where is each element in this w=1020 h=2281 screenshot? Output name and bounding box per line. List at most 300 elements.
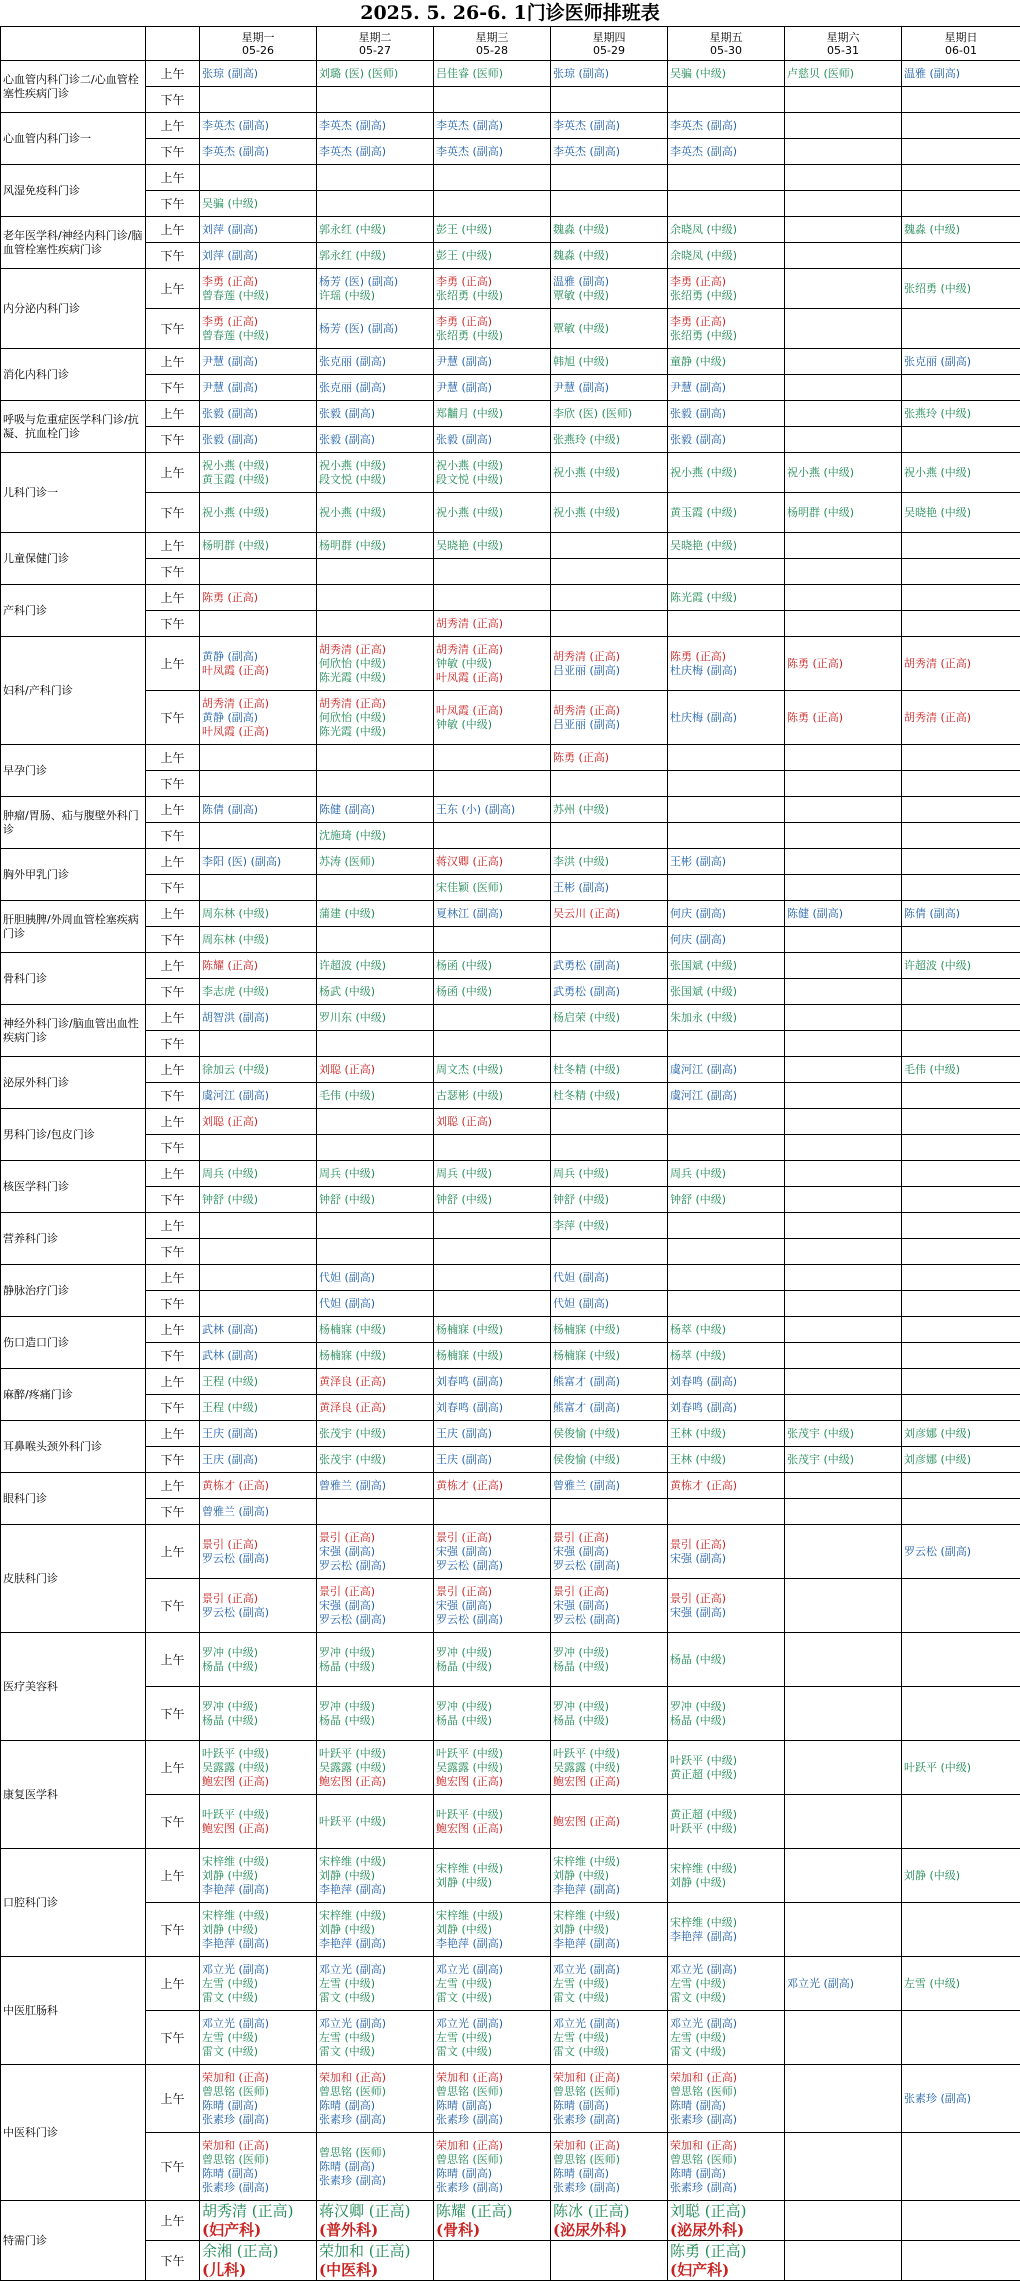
period-label: 下午 xyxy=(146,823,200,849)
period-label: 下午 xyxy=(146,1499,200,1525)
schedule-cell xyxy=(200,2011,317,2065)
schedule-cell xyxy=(668,1903,785,1957)
schedule-cell xyxy=(200,1369,317,1395)
schedule-cell xyxy=(434,453,551,493)
schedule-cell xyxy=(434,1957,551,2011)
doctor-name: 景引 (正高) xyxy=(436,1585,548,1599)
schedule-cell xyxy=(902,1849,1020,1903)
schedule-cell xyxy=(317,1499,434,1525)
doctor-name: 胡秀清 (正高) xyxy=(319,697,431,711)
doctor-name: 黄栋才 (正高) xyxy=(202,1479,314,1493)
schedule-cell xyxy=(317,1579,434,1633)
doctor-name: 余晓凤 (中级) xyxy=(670,223,782,237)
schedule-cell xyxy=(668,2133,785,2201)
department-name: 呼吸与危重症医学科门诊/抗凝、抗血栓门诊 xyxy=(1,401,146,453)
schedule-cell xyxy=(551,165,668,191)
doctor-name: 钟舒 (中级) xyxy=(202,1193,314,1207)
schedule-cell xyxy=(551,1213,668,1239)
doctor-name: 张克丽 (副高) xyxy=(904,355,1018,369)
schedule-cell xyxy=(317,1795,434,1849)
doctor-name: 张素珍 (副高) xyxy=(202,2113,314,2127)
schedule-cell xyxy=(785,1109,902,1135)
schedule-cell xyxy=(434,309,551,349)
schedule-cell xyxy=(668,1473,785,1499)
doctor-name: 武林 (副高) xyxy=(202,1323,314,1337)
schedule-cell xyxy=(434,533,551,559)
period-label: 下午 xyxy=(146,375,200,401)
doctor-name: 王庆 (副高) xyxy=(202,1453,314,1467)
page-title: 2025. 5. 26-6. 1门诊医师排班表 xyxy=(0,0,1020,26)
doctor-name: 罗冲 (中级) xyxy=(670,1700,782,1714)
doctor-name: 左雪 (中级) xyxy=(202,1977,314,1991)
schedule-cell xyxy=(902,309,1020,349)
period-label: 下午 xyxy=(146,427,200,453)
schedule-cell xyxy=(200,559,317,585)
doctor-name: 鲍宏图 (正高) xyxy=(202,1775,314,1789)
doctor-name: 荣加和 (正高) xyxy=(670,2071,782,2085)
schedule-cell xyxy=(902,1187,1020,1213)
schedule-cell xyxy=(317,493,434,533)
schedule-cell xyxy=(200,1135,317,1161)
schedule-cell xyxy=(902,1395,1020,1421)
schedule-cell xyxy=(668,797,785,823)
period-label: 上午 xyxy=(146,165,200,191)
schedule-cell xyxy=(902,87,1020,113)
doctor-name: 罗冲 (中级) xyxy=(319,1646,431,1660)
schedule-cell xyxy=(551,2201,668,2241)
period-label: 下午 xyxy=(146,1187,200,1213)
schedule-cell xyxy=(668,771,785,797)
doctor-name: 刘静 (中级) xyxy=(319,1869,431,1883)
doctor-name: 周东林 (中级) xyxy=(202,933,314,947)
schedule-cell xyxy=(902,1447,1020,1473)
table-row xyxy=(1,1343,1020,1369)
schedule-cell xyxy=(668,217,785,243)
doctor-name: 李艳萍 (副高) xyxy=(436,1937,548,1951)
schedule-cell xyxy=(785,375,902,401)
schedule-cell xyxy=(668,1957,785,2011)
schedule-cell xyxy=(317,191,434,217)
schedule-cell xyxy=(200,1187,317,1213)
table-row xyxy=(1,1291,1020,1317)
doctor-name: 陈晴 (副高) xyxy=(202,2167,314,2181)
doctor-name: 左雪 (中级) xyxy=(436,1977,548,1991)
schedule-cell xyxy=(785,979,902,1005)
doctor-name: 罗冲 (中级) xyxy=(553,1646,665,1660)
doctor-name: 祝小燕 (中级) xyxy=(436,506,548,520)
doctor-name: 宋梓维 (中级) xyxy=(670,1916,782,1930)
schedule-cell xyxy=(434,953,551,979)
schedule-cell xyxy=(902,2065,1020,2133)
doctor-department: (妇产科) xyxy=(202,2221,314,2240)
schedule-cell xyxy=(200,691,317,745)
doctor-name: 张毅 (副高) xyxy=(319,433,431,447)
doctor-name: 宋强 (副高) xyxy=(553,1599,665,1613)
schedule-cell xyxy=(200,2201,317,2241)
schedule-cell xyxy=(200,1109,317,1135)
doctor-name: 邓立光 (副高) xyxy=(319,1963,431,1977)
doctor-name: 刘静 (中级) xyxy=(202,1869,314,1883)
table-row xyxy=(1,1317,1020,1343)
day-header: 星期日 06-01 xyxy=(902,27,1020,61)
doctor-name: 曾春莲 (中级) xyxy=(202,289,314,303)
period-label: 上午 xyxy=(146,1957,200,2011)
table-row xyxy=(1,1849,1020,1903)
doctor-name: 胡秀清 (正高) xyxy=(436,643,548,657)
doctor-name: 李英杰 (副高) xyxy=(319,119,431,133)
schedule-cell xyxy=(434,1213,551,1239)
schedule-cell xyxy=(902,771,1020,797)
schedule-cell xyxy=(902,1109,1020,1135)
schedule-cell xyxy=(551,269,668,309)
period-label: 下午 xyxy=(146,2011,200,2065)
schedule-cell xyxy=(785,1057,902,1083)
schedule-cell xyxy=(902,1741,1020,1795)
doctor-name: 罗冲 (中级) xyxy=(202,1646,314,1660)
schedule-cell xyxy=(200,1005,317,1031)
doctor-name: 周兵 (中级) xyxy=(319,1167,431,1181)
schedule-cell xyxy=(200,1213,317,1239)
department-name: 中医科门诊 xyxy=(1,2065,146,2201)
period-label: 上午 xyxy=(146,269,200,309)
doctor-name: 代妲 (副高) xyxy=(319,1297,431,1311)
table-row xyxy=(1,401,1020,427)
table-row xyxy=(1,953,1020,979)
doctor-name: 张毅 (副高) xyxy=(670,407,782,421)
doctor-name: 张毅 (副高) xyxy=(202,433,314,447)
table-row xyxy=(1,745,1020,771)
schedule-cell xyxy=(551,1083,668,1109)
schedule-cell xyxy=(668,1795,785,1849)
schedule-cell xyxy=(902,979,1020,1005)
schedule-cell xyxy=(317,1057,434,1083)
doctor-name: 杨启荣 (中级) xyxy=(553,1011,665,1025)
schedule-cell xyxy=(785,585,902,611)
table-row xyxy=(1,269,1020,309)
schedule-cell xyxy=(902,1579,1020,1633)
doctor-name: 曾雅兰 (副高) xyxy=(202,1505,314,1519)
schedule-cell xyxy=(551,1265,668,1291)
schedule-cell xyxy=(200,401,317,427)
doctor-name: 胡秀清 (正高) xyxy=(202,2202,314,2221)
schedule-cell xyxy=(200,493,317,533)
schedule-cell xyxy=(785,1633,902,1687)
table-row xyxy=(1,1687,1020,1741)
schedule-cell xyxy=(551,1421,668,1447)
doctor-name: 尹慧 (副高) xyxy=(553,381,665,395)
period-label: 上午 xyxy=(146,1473,200,1499)
doctor-name: 张绍勇 (中级) xyxy=(670,329,782,343)
doctor-name: 彭王 (中级) xyxy=(436,249,548,263)
doctor-name: 邓立光 (副高) xyxy=(319,2017,431,2031)
department-name: 心血管内科门诊一 xyxy=(1,113,146,165)
doctor-name: 刘静 (中级) xyxy=(202,1923,314,1937)
schedule-cell xyxy=(902,453,1020,493)
schedule-cell xyxy=(785,139,902,165)
schedule-cell xyxy=(551,1057,668,1083)
doctor-name: 杨晶 (中级) xyxy=(670,1653,782,1667)
doctor-name: 祝小燕 (中级) xyxy=(904,466,1018,480)
table-row xyxy=(1,1109,1020,1135)
schedule-cell xyxy=(785,953,902,979)
doctor-name: 张素珍 (副高) xyxy=(436,2113,548,2127)
schedule-cell xyxy=(200,901,317,927)
doctor-name: 刘静 (中级) xyxy=(553,1869,665,1883)
schedule-cell xyxy=(317,427,434,453)
doctor-name: 叶跃平 (中级) xyxy=(436,1808,548,1822)
schedule-cell xyxy=(668,401,785,427)
doctor-name: 叶跃平 (中级) xyxy=(670,1754,782,1768)
doctor-name: 陈晴 (副高) xyxy=(319,2099,431,2113)
schedule-cell xyxy=(317,823,434,849)
schedule-cell xyxy=(902,1421,1020,1447)
schedule-cell xyxy=(317,1213,434,1239)
doctor-name: 景引 (正高) xyxy=(202,1592,314,1606)
doctor-name: 左雪 (中级) xyxy=(436,2031,548,2045)
doctor-name: 叶跃平 (中级) xyxy=(319,1815,431,1829)
doctor-name: 雷文 (中级) xyxy=(436,1991,548,2005)
doctor-name: 张素珍 (副高) xyxy=(202,2181,314,2195)
doctor-name: 吴晓艳 (中级) xyxy=(670,539,782,553)
schedule-cell xyxy=(434,1291,551,1317)
schedule-cell xyxy=(551,1795,668,1849)
doctor-name: 宋强 (副高) xyxy=(319,1545,431,1559)
schedule-cell xyxy=(668,453,785,493)
period-label: 下午 xyxy=(146,1291,200,1317)
schedule-cell xyxy=(434,1187,551,1213)
day-header: 星期四 05-29 xyxy=(551,27,668,61)
schedule-cell xyxy=(551,927,668,953)
schedule-cell xyxy=(668,309,785,349)
doctor-name: 覃敏 (中级) xyxy=(553,322,665,336)
table-row xyxy=(1,559,1020,585)
doctor-name: 杨晶 (中级) xyxy=(436,1660,548,1674)
schedule-cell xyxy=(785,1525,902,1579)
schedule-cell xyxy=(200,1903,317,1957)
period-label: 上午 xyxy=(146,585,200,611)
doctor-name: 杨楠寐 (中级) xyxy=(553,1323,665,1337)
period-label: 上午 xyxy=(146,953,200,979)
schedule-cell xyxy=(200,1473,317,1499)
doctor-name: 杨晶 (中级) xyxy=(670,1714,782,1728)
doctor-name: 毛伟 (中级) xyxy=(904,1063,1018,1077)
schedule-cell xyxy=(902,1317,1020,1343)
table-row xyxy=(1,309,1020,349)
doctor-name: 左雪 (中级) xyxy=(553,1977,665,1991)
schedule-cell xyxy=(668,87,785,113)
schedule-cell xyxy=(902,1031,1020,1057)
schedule-cell xyxy=(902,849,1020,875)
doctor-name: 罗冲 (中级) xyxy=(436,1646,548,1660)
schedule-cell xyxy=(668,139,785,165)
doctor-name: 叶跃平 (中级) xyxy=(319,1747,431,1761)
schedule-cell xyxy=(200,1343,317,1369)
schedule-cell xyxy=(902,243,1020,269)
doctor-name: 温雅 (副高) xyxy=(904,67,1018,81)
doctor-name: 叶跃平 (中级) xyxy=(670,1822,782,1836)
doctor-name: 蒲建 (中级) xyxy=(319,907,431,921)
schedule-cell xyxy=(200,1633,317,1687)
doctor-name: 尹慧 (副高) xyxy=(202,355,314,369)
doctor-name: 张克丽 (副高) xyxy=(319,381,431,395)
schedule-cell xyxy=(902,953,1020,979)
schedule-cell xyxy=(785,1957,902,2011)
schedule-cell xyxy=(317,953,434,979)
period-label: 下午 xyxy=(146,691,200,745)
table-row xyxy=(1,1369,1020,1395)
doctor-name: 吴露露 (中级) xyxy=(436,1761,548,1775)
schedule-cell xyxy=(785,1849,902,1903)
schedule-cell xyxy=(317,1903,434,1957)
doctor-name: 何欣怡 (中级) xyxy=(319,657,431,671)
doctor-name: 荣加和 (正高) xyxy=(319,2242,431,2261)
schedule-cell xyxy=(668,875,785,901)
doctor-name: 周东林 (中级) xyxy=(202,907,314,921)
schedule-cell xyxy=(434,691,551,745)
schedule-cell xyxy=(902,2011,1020,2065)
schedule-cell xyxy=(551,1499,668,1525)
schedule-cell xyxy=(785,1473,902,1499)
schedule-cell xyxy=(668,165,785,191)
schedule-cell xyxy=(317,243,434,269)
doctor-name: 刘静 (中级) xyxy=(436,1923,548,1937)
doctor-name: 景引 (正高) xyxy=(202,1538,314,1552)
table-row xyxy=(1,453,1020,493)
doctor-name: 张琼 (副高) xyxy=(202,67,314,81)
doctor-name: 雷文 (中级) xyxy=(319,2045,431,2059)
doctor-name: 宋强 (副高) xyxy=(670,1606,782,1620)
doctor-name: 刘萍 (副高) xyxy=(202,223,314,237)
table-row xyxy=(1,165,1020,191)
schedule-cell xyxy=(317,1525,434,1579)
doctor-name: 杨武 (中级) xyxy=(319,985,431,999)
schedule-cell xyxy=(785,493,902,533)
schedule-cell xyxy=(317,1083,434,1109)
doctor-name: 景引 (正高) xyxy=(553,1585,665,1599)
schedule-cell xyxy=(551,1369,668,1395)
schedule-cell xyxy=(551,849,668,875)
doctor-name: 张素珍 (副高) xyxy=(670,2113,782,2127)
doctor-name: 陈晴 (副高) xyxy=(670,2099,782,2113)
table-row xyxy=(1,1795,1020,1849)
schedule-cell xyxy=(902,493,1020,533)
doctor-name: 邓立光 (副高) xyxy=(202,1963,314,1977)
schedule-cell xyxy=(200,1795,317,1849)
doctor-name: 祝小燕 (中级) xyxy=(553,466,665,480)
doctor-name: 雷文 (中级) xyxy=(319,1991,431,2005)
doctor-name: 张绍勇 (中级) xyxy=(670,289,782,303)
schedule-cell xyxy=(785,349,902,375)
schedule-cell xyxy=(551,1239,668,1265)
schedule-cell xyxy=(902,269,1020,309)
schedule-cell xyxy=(668,1317,785,1343)
doctor-name: 陈耀 (正高) xyxy=(202,959,314,973)
doctor-name: 鲍宏图 (正高) xyxy=(553,1815,665,1829)
schedule-cell xyxy=(902,1265,1020,1291)
doctor-name: 黄泽良 (正高) xyxy=(319,1401,431,1415)
schedule-cell xyxy=(317,901,434,927)
doctor-name: 黄正超 (中级) xyxy=(670,1808,782,1822)
schedule-cell xyxy=(902,375,1020,401)
schedule-cell xyxy=(317,745,434,771)
doctor-name: 钟舒 (中级) xyxy=(319,1193,431,1207)
doctor-name: 覃敏 (中级) xyxy=(553,289,665,303)
doctor-name: 熊富才 (副高) xyxy=(553,1375,665,1389)
doctor-name: 左雪 (中级) xyxy=(553,2031,665,2045)
schedule-cell xyxy=(668,585,785,611)
period-label: 下午 xyxy=(146,493,200,533)
table-row xyxy=(1,375,1020,401)
doctor-name: 尹慧 (副高) xyxy=(670,381,782,395)
day-header: 星期一 05-26 xyxy=(200,27,317,61)
period-label: 下午 xyxy=(146,559,200,585)
doctor-name: 罗云松 (副高) xyxy=(436,1559,548,1573)
doctor-name: 张素珍 (副高) xyxy=(319,2113,431,2127)
schedule-cell xyxy=(200,2241,317,2281)
table-row xyxy=(1,2133,1020,2201)
period-label: 上午 xyxy=(146,2201,200,2241)
schedule-cell xyxy=(668,1135,785,1161)
schedule-cell xyxy=(902,585,1020,611)
schedule-cell xyxy=(902,165,1020,191)
doctor-name: 李英杰 (副高) xyxy=(670,119,782,133)
schedule-cell xyxy=(551,1187,668,1213)
schedule-cell xyxy=(317,309,434,349)
period-label: 下午 xyxy=(146,139,200,165)
schedule-cell xyxy=(434,217,551,243)
doctor-name: 刘彦娜 (中级) xyxy=(904,1427,1018,1441)
schedule-cell xyxy=(200,953,317,979)
department-name: 医疗美容科 xyxy=(1,1633,146,1741)
schedule-cell xyxy=(434,375,551,401)
doctor-name: 周兵 (中级) xyxy=(553,1167,665,1181)
schedule-cell xyxy=(785,1291,902,1317)
schedule-cell xyxy=(668,1057,785,1083)
doctor-name: 雷文 (中级) xyxy=(670,2045,782,2059)
schedule-cell xyxy=(902,2241,1020,2281)
department-name: 营养科门诊 xyxy=(1,1213,146,1265)
doctor-name: 周文杰 (中级) xyxy=(436,1063,548,1077)
schedule-cell xyxy=(785,1213,902,1239)
doctor-name: 胡秀清 (正高) xyxy=(904,657,1018,671)
schedule-cell xyxy=(200,243,317,269)
schedule-cell xyxy=(434,927,551,953)
schedule-cell xyxy=(434,165,551,191)
schedule-cell xyxy=(785,427,902,453)
doctor-name: 陈勇 (正高) xyxy=(670,2242,782,2261)
schedule-cell xyxy=(434,243,551,269)
doctor-name: 王庆 (副高) xyxy=(202,1427,314,1441)
doctor-name: 杨函 (中级) xyxy=(436,959,548,973)
period-label: 下午 xyxy=(146,1903,200,1957)
doctor-name: 曾思铭 (医师) xyxy=(670,2085,782,2099)
schedule-cell xyxy=(434,2065,551,2133)
schedule-cell xyxy=(668,2241,785,2281)
schedule-cell xyxy=(668,1525,785,1579)
table-row xyxy=(1,691,1020,745)
doctor-department: (泌尿外科) xyxy=(553,2221,665,2240)
schedule-cell xyxy=(551,533,668,559)
schedule-cell xyxy=(785,849,902,875)
schedule-cell xyxy=(317,2011,434,2065)
table-row xyxy=(1,1473,1020,1499)
schedule-cell xyxy=(434,823,551,849)
period-label: 下午 xyxy=(146,1447,200,1473)
schedule-cell xyxy=(200,585,317,611)
schedule-cell xyxy=(434,637,551,691)
schedule-cell xyxy=(551,611,668,637)
schedule-cell xyxy=(902,1057,1020,1083)
